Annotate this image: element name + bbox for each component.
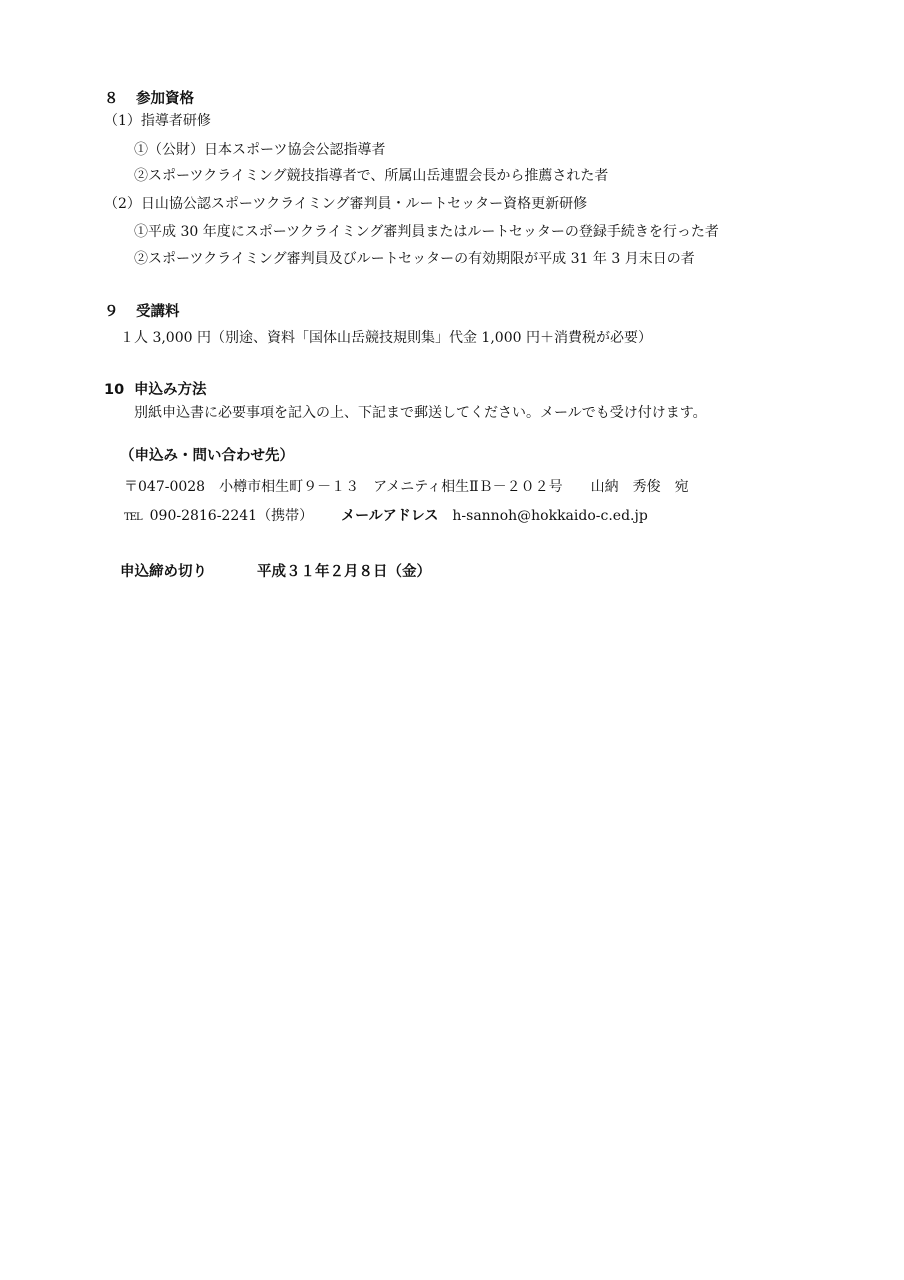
deadline-label: 申込締め切り <box>120 564 207 580</box>
section-8-title: 参加資格 <box>136 91 194 107</box>
email-label: メールアドレス <box>341 508 439 524</box>
contact-email: h-sannoh@hokkaido-c.ed.jp <box>452 508 648 524</box>
section-9-title: 受講料 <box>136 304 180 320</box>
section-10-title: 申込み方法 <box>134 382 207 398</box>
section-8-sub1-item-2: ②スポーツクライミング競技指導者で、所属山岳連盟会長から推薦された者 <box>134 168 609 184</box>
tel-label: TEL <box>124 512 142 523</box>
contact-recipient: 山納 秀俊 宛 <box>590 479 689 495</box>
contact-tel-line <box>124 506 648 528</box>
contact-heading: （申込み・問い合わせ先） <box>120 448 294 464</box>
section-8-sub2-label: （2）日山協公認スポーツクライミング審判員・ルートセッター資格更新研修 <box>104 196 588 212</box>
contact-tel: 090-2816-2241（携帯） <box>149 508 314 524</box>
section-9-body: １人 3,000 円（別途、資料「国体山岳競技規則集」代金 1,000 円＋消費税が必要） <box>120 330 652 346</box>
section-8-sub2-item-2: ②スポーツクライミング審判員及びルートセッターの有効期限が平成 31 年 3 月末日の者 <box>134 251 695 267</box>
deadline-line <box>120 562 431 582</box>
section-8-sub1-label: （1）指導者研修 <box>104 113 211 129</box>
section-10-number: 10 <box>104 382 125 398</box>
deadline-date: 平成３１年２月８日（金） <box>257 564 431 580</box>
section-8-number: ８ <box>104 91 119 107</box>
section-9-number: ９ <box>104 304 119 320</box>
contact-address: 小樽市相生町９－１３ アメニティ相生ⅡＢ－２０２号 <box>219 479 563 495</box>
section-8-heading <box>104 89 194 109</box>
section-8-sub1-item-1: ①（公財）日本スポーツ協会公認指導者 <box>134 142 386 158</box>
section-10-body: 別紙申込書に必要事項を記入の上、下記まで郵送してください。メールでも受け付けます。 <box>134 405 707 421</box>
contact-address-line <box>124 477 689 497</box>
section-9-heading <box>104 302 180 322</box>
section-8-sub2-item-1: ①平成 30 年度にスポーツクライミング審判員またはルートセッターの登録手続きを行った者 <box>134 224 719 240</box>
section-10-heading <box>104 380 207 400</box>
contact-postal-code: 〒047-0028 <box>124 479 206 495</box>
